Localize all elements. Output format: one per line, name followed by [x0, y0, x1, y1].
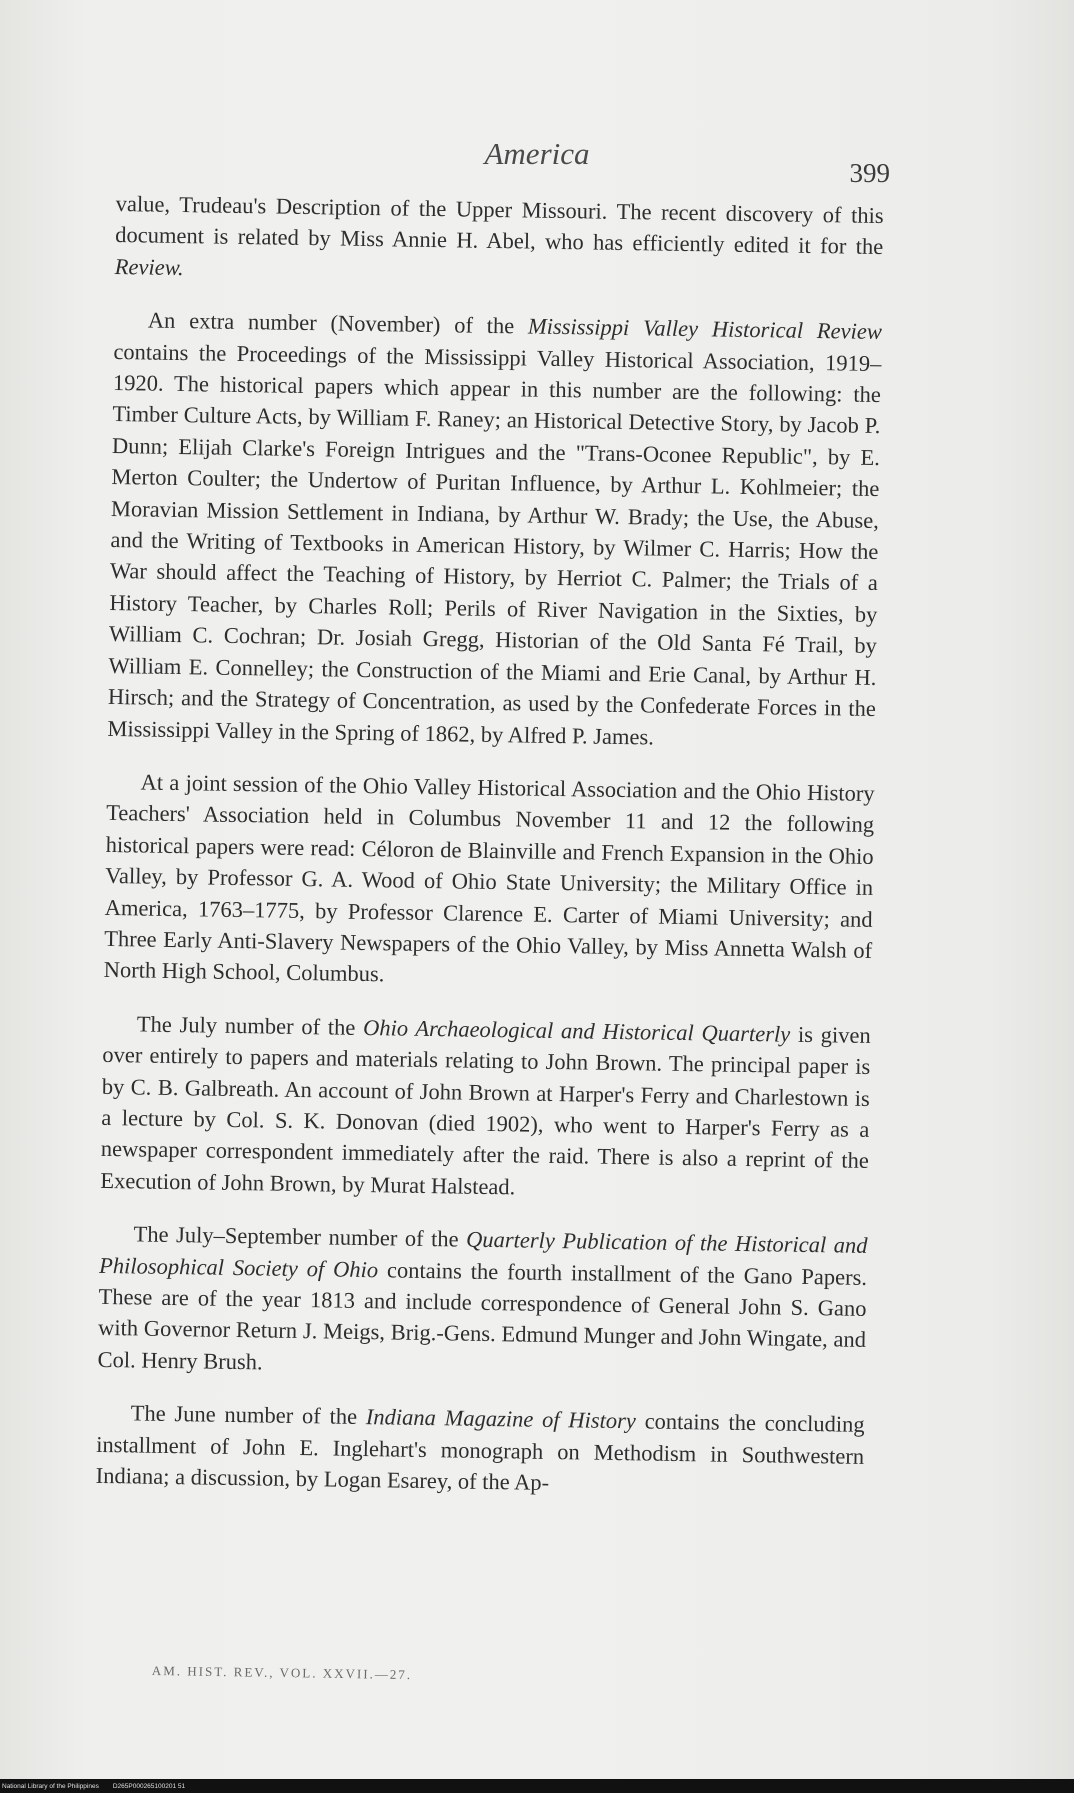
text-run: An extra number (November) of the: [147, 307, 529, 339]
paragraph: [97, 1218, 867, 1387]
text-run: The July number of the: [136, 1011, 364, 1040]
footer-credit: National Library of the Philippines: [2, 1782, 99, 1790]
text-run: The July–September number of the: [133, 1221, 467, 1252]
italic-title: Mississippi Valley Historical Review: [527, 313, 883, 345]
text-run: contains the concluding installment of John E. Inglehart's monograph on Methodism in Southwestern Indiana; a discussion, by Logan Esarey, of the Ap-: [95, 1408, 865, 1495]
text-run: is given over entirely to papers and materials relating to John Brown. The principal paper is by C. B. Galbreath. An account of John Brown at Harper's Ferry and Charlestown is a lecture by Col. S. K. Donovan (died 1902), who went to Harper's Ferry as a newspaper correspondent immediately after the raid. There is also a reprint of the Execution of John Brown, by Murat Halstead.: [100, 1021, 871, 1200]
page-number: 399: [849, 158, 890, 188]
italic-title: Quarterly Publication of the Historical and Philosophical Society of Ohio: [98, 1226, 868, 1282]
paragraph: [96, 1397, 865, 1503]
text-run: The June number of the: [130, 1400, 367, 1430]
article-body: [95, 188, 884, 1525]
paragraph: [103, 766, 874, 998]
running-head-title: America: [484, 136, 590, 171]
italic-title: Indiana Magazine of History: [365, 1404, 637, 1434]
paragraph: [115, 188, 884, 294]
paragraph: [100, 1008, 871, 1208]
italic-title: Ohio Archaeological and Historical Quarterly: [362, 1014, 791, 1047]
text-run: value, Trudeau's Description of the Upper Missouri. The recent discovery of this document is related by Miss Annie H. Abel, who has efficiently edited it for the: [115, 190, 884, 260]
paragraph: [107, 304, 882, 756]
text-run: contains the fourth installment of the Gano Papers. These are of the year 1813 and include correspondence of General John S. Gano with Governor Return J. Meigs, Brig.-Gens. Edmund Munger and John Wingate, and Col. Henry Brush.: [97, 1256, 868, 1375]
signature-line: AM. HIST. REV., VOL. XXVII.—27.: [151, 1663, 413, 1683]
text-run: At a joint session of the Ohio Valley Historical Association and the Ohio History Teachers' Association held in Columbus November 11 and 12 the following historical papers were read: Céloron de Blainville and French Expansion in the Ohio Valley, by Professor G. A. Wood of Ohio State University; the Military Office in America, 1763–1775, by Professor Clarence E. Carter of Miami University; and Three Early Anti-Slavery Newspapers of the Ohio Valley, by Miss Annetta Walsh of North High School, Columbus.: [103, 769, 875, 987]
italic-title: Review.: [114, 253, 184, 280]
text-run: contains the Proceedings of the Mississippi Valley Historical Association, 1919–1920. The historical papers which appear in this number are the following: the Timber Culture Acts, by William F. Raney; an Historical Detective Story, by Jacob P. Dunn; Elijah Clarke's Foreign Intrigues and the "Trans-Oconee Republic", by E. Merton Coulter; the Undertow of Puritan Influence, by Arthur L. Kohlmeier; the Moravian Mission Settlement in Indiana, by Arthur W. Brady; the Use, the Abuse, and the Writing of Textbooks in American History, by Wilmer C. Harris; How the War should affect the Teaching of History, by Herriot C. Palmer; the Trials of a History Teacher, by Charles Roll; Perils of River Navigation in the Sixties, by William C. Cochran; Dr. Josiah Gregg, Historian of the Old Santa Fé Trail, by William E. Connelley; the Construction of the Miami and Erie Canal, by Arthur H. Hirsch; and the Strategy of Concentration, as used by the Confederate Forces in the Mississippi Valley in the Spring of 1862, by Alfred P. James.: [107, 338, 882, 750]
footer-code: D265P000265100201 51: [112, 1782, 186, 1790]
scan-footer-bar: [0, 1779, 1074, 1793]
